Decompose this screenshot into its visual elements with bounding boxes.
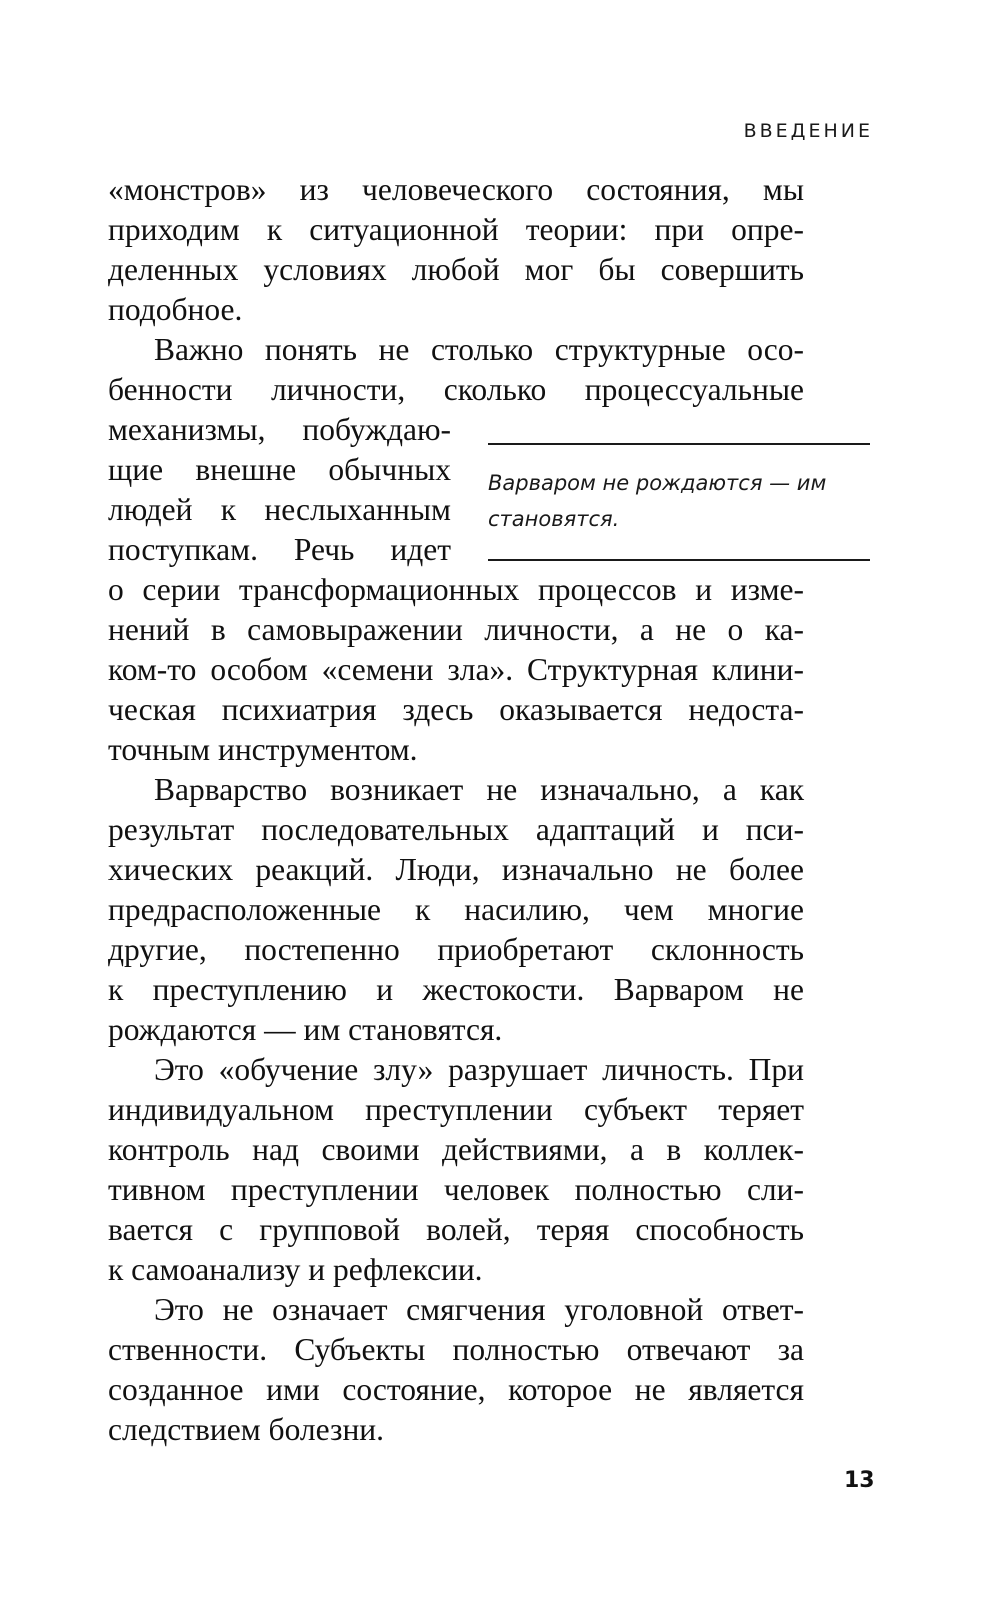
text-line: Важно понять не столько структурные осо- <box>154 332 804 367</box>
body-text <box>108 170 804 1450</box>
text-line: «монстров» из человеческого состояния, мы <box>108 172 804 207</box>
text-line: точным инструментом. <box>108 732 418 767</box>
pull-quote-line: становятся. <box>488 507 620 531</box>
text-line: результат последовательных адаптаций и пси- <box>108 812 804 847</box>
text-line: рождаются — им становятся. <box>108 1012 503 1047</box>
text-line: предрасположенные к насилию, чем многие <box>108 892 804 927</box>
paragraph-2 <box>108 330 804 410</box>
text-line: хических реакций. Люди, изначально не более <box>108 852 804 887</box>
text-line: вается с групповой волей, теряя способность <box>108 1212 804 1247</box>
paragraph-1 <box>108 170 804 330</box>
text-line: людей к неслыханным <box>108 492 451 527</box>
text-line: другие, постепенно приобретают склонность <box>108 932 804 967</box>
paragraph-5 <box>108 1290 804 1450</box>
text-line: созданное ими состояние, которое не является <box>108 1372 804 1407</box>
pull-quote-line: Варваром не рождаются — им <box>488 471 827 495</box>
text-line: механизмы, побуждаю- <box>108 412 451 447</box>
text-line: ком-то особом «семени зла». Структурная клини- <box>108 652 804 687</box>
text-line: ственности. Субъекты полностью отвечают за <box>108 1332 804 1367</box>
paragraph-4 <box>108 1050 804 1290</box>
text-line: приходим к ситуационной теории: при опре- <box>108 212 804 247</box>
paragraph-2-continued <box>108 570 804 770</box>
text-line: о серии трансформационных процессов и изме- <box>108 572 804 607</box>
text-line: подобное. <box>108 292 243 327</box>
text-line: ческая психиатрия здесь оказывается недоста- <box>108 692 804 727</box>
text-line: Это не означает смягчения уголовной ответ- <box>154 1292 804 1327</box>
text-line: поступкам. Речь идет <box>108 532 451 567</box>
text-line: нений в самовыражении личности, а не о ка- <box>108 612 804 647</box>
text-line: деленных условиях любой мог бы совершить <box>108 252 804 287</box>
pull-quote <box>488 443 870 561</box>
page-number: 13 <box>844 1468 875 1493</box>
text-line: индивидуальном преступлении субъект теряет <box>108 1092 804 1127</box>
running-head: ВВЕДЕНИЕ <box>743 120 873 142</box>
text-line: контроль над своими действиями, а в коллек- <box>108 1132 804 1167</box>
text-line: тивном преступлении человек полностью сли- <box>108 1172 804 1207</box>
paragraph-3 <box>108 770 804 1050</box>
text-line: следствием болезни. <box>108 1412 385 1447</box>
text-line: бенности личности, сколько процессуальные <box>108 372 804 407</box>
text-line: Варварство возникает не изначально, а как <box>154 772 804 807</box>
text-line: щие внешне обычных <box>108 452 451 487</box>
text-line: к преступлению и жестокости. Варваром не <box>108 972 804 1007</box>
text-line: к самоанализу и рефлексии. <box>108 1252 483 1287</box>
text-line: Это «обучение злу» разрушает личность. При <box>154 1052 804 1087</box>
